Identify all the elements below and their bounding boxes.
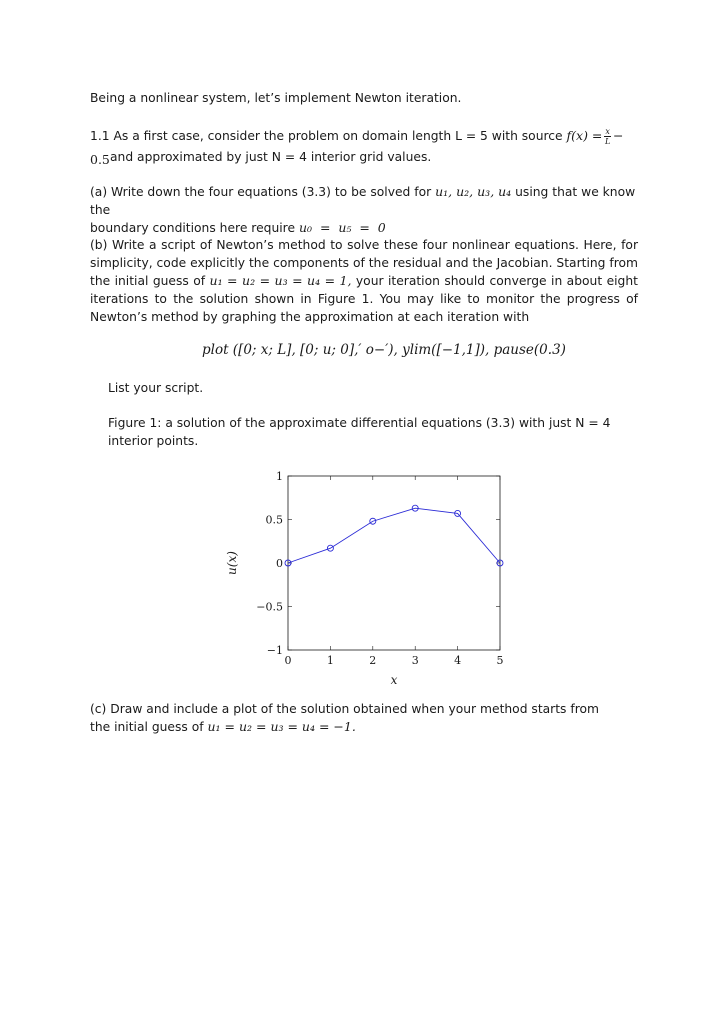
x-tick-label: 1 — [326, 654, 334, 667]
boundary-conditions: u₀ = u₅ = 0 — [298, 220, 386, 235]
x-tick-label: 2 — [369, 654, 377, 667]
question-b-text1: (b) Write a script of Newton’s method to solve these four nonlinear equations. Here, for simplicity, code explicitly the components of the residual and the Jacobian. Starting from the initial guess of — [90, 238, 638, 288]
chart-ticks — [256, 470, 503, 667]
figure-caption: Figure 1: a solution of the approximate differential equations (3.3) with just N = 4 interior points. — [108, 416, 611, 448]
source-function-rhs: − 0.5 — [90, 128, 624, 167]
chart-axes — [288, 476, 500, 650]
source-function-lhs: f(x) = — [566, 128, 603, 143]
plot-frame — [288, 476, 500, 650]
question-b-text2: your iteration should converge in about eight iterations to the solution shown in Figure 1. You may like to monitor the progress of Newton’s method by graphing the approximation at each iteration with — [90, 274, 638, 324]
question-c — [90, 700, 620, 736]
y-tick-label: 0 — [276, 557, 283, 570]
y-axis-label: u(x) — [225, 551, 239, 575]
question-1-1-line2: and approximated by just N = 4 interior grid values. — [110, 150, 432, 164]
list-script-text: List your script. — [108, 381, 204, 395]
series-line — [288, 508, 500, 563]
question-a-variables: u₁, u₂, u₃, u₄ — [435, 184, 512, 199]
question-a-text2: using that we know the — [90, 185, 636, 217]
question-b-initial-guess: u₁ = u₂ = u₃ = u₄ = 1, — [209, 273, 352, 288]
source-fraction — [604, 127, 611, 146]
x-tick-label: 3 — [411, 654, 419, 667]
y-tick-label: 1 — [276, 470, 283, 483]
fraction-denominator: L — [605, 137, 611, 146]
question-c-initial-guess: u₁ = u₂ = u₃ = u₄ = −1. — [207, 719, 356, 734]
y-tick-label: −0.5 — [256, 600, 283, 614]
x-tick-label: 4 — [454, 654, 462, 667]
plot-command: plot ([0; x; L], [0; u; 0],′ o−′), ylim([−1,1]), pause(0.3) — [202, 342, 566, 358]
question-1-1-lead: 1.1 As a first case, consider the problem on domain length L = 5 with source — [90, 129, 563, 143]
y-tick-label: −1 — [266, 644, 283, 657]
x-tick-label: 0 — [284, 654, 292, 667]
x-tick-label: 5 — [496, 654, 504, 667]
x-axis-label: x — [390, 673, 398, 687]
chart-series — [285, 505, 503, 566]
question-a — [90, 183, 638, 237]
question-a-text1: (a) Write down the four equations (3.3) to be solved for — [90, 185, 432, 199]
solution-chart — [210, 462, 520, 694]
fraction-numerator: x — [605, 127, 610, 136]
question-c-text: (c) Draw and include a plot of the solution obtained when your method starts from the initial guess of — [90, 702, 599, 734]
question-a-text3: boundary conditions here require — [90, 221, 296, 235]
intro-text: Being a nonlinear system, let’s implement Newton iteration. — [90, 91, 462, 105]
question-b — [90, 236, 638, 326]
y-tick-label: 0.5 — [265, 513, 283, 527]
